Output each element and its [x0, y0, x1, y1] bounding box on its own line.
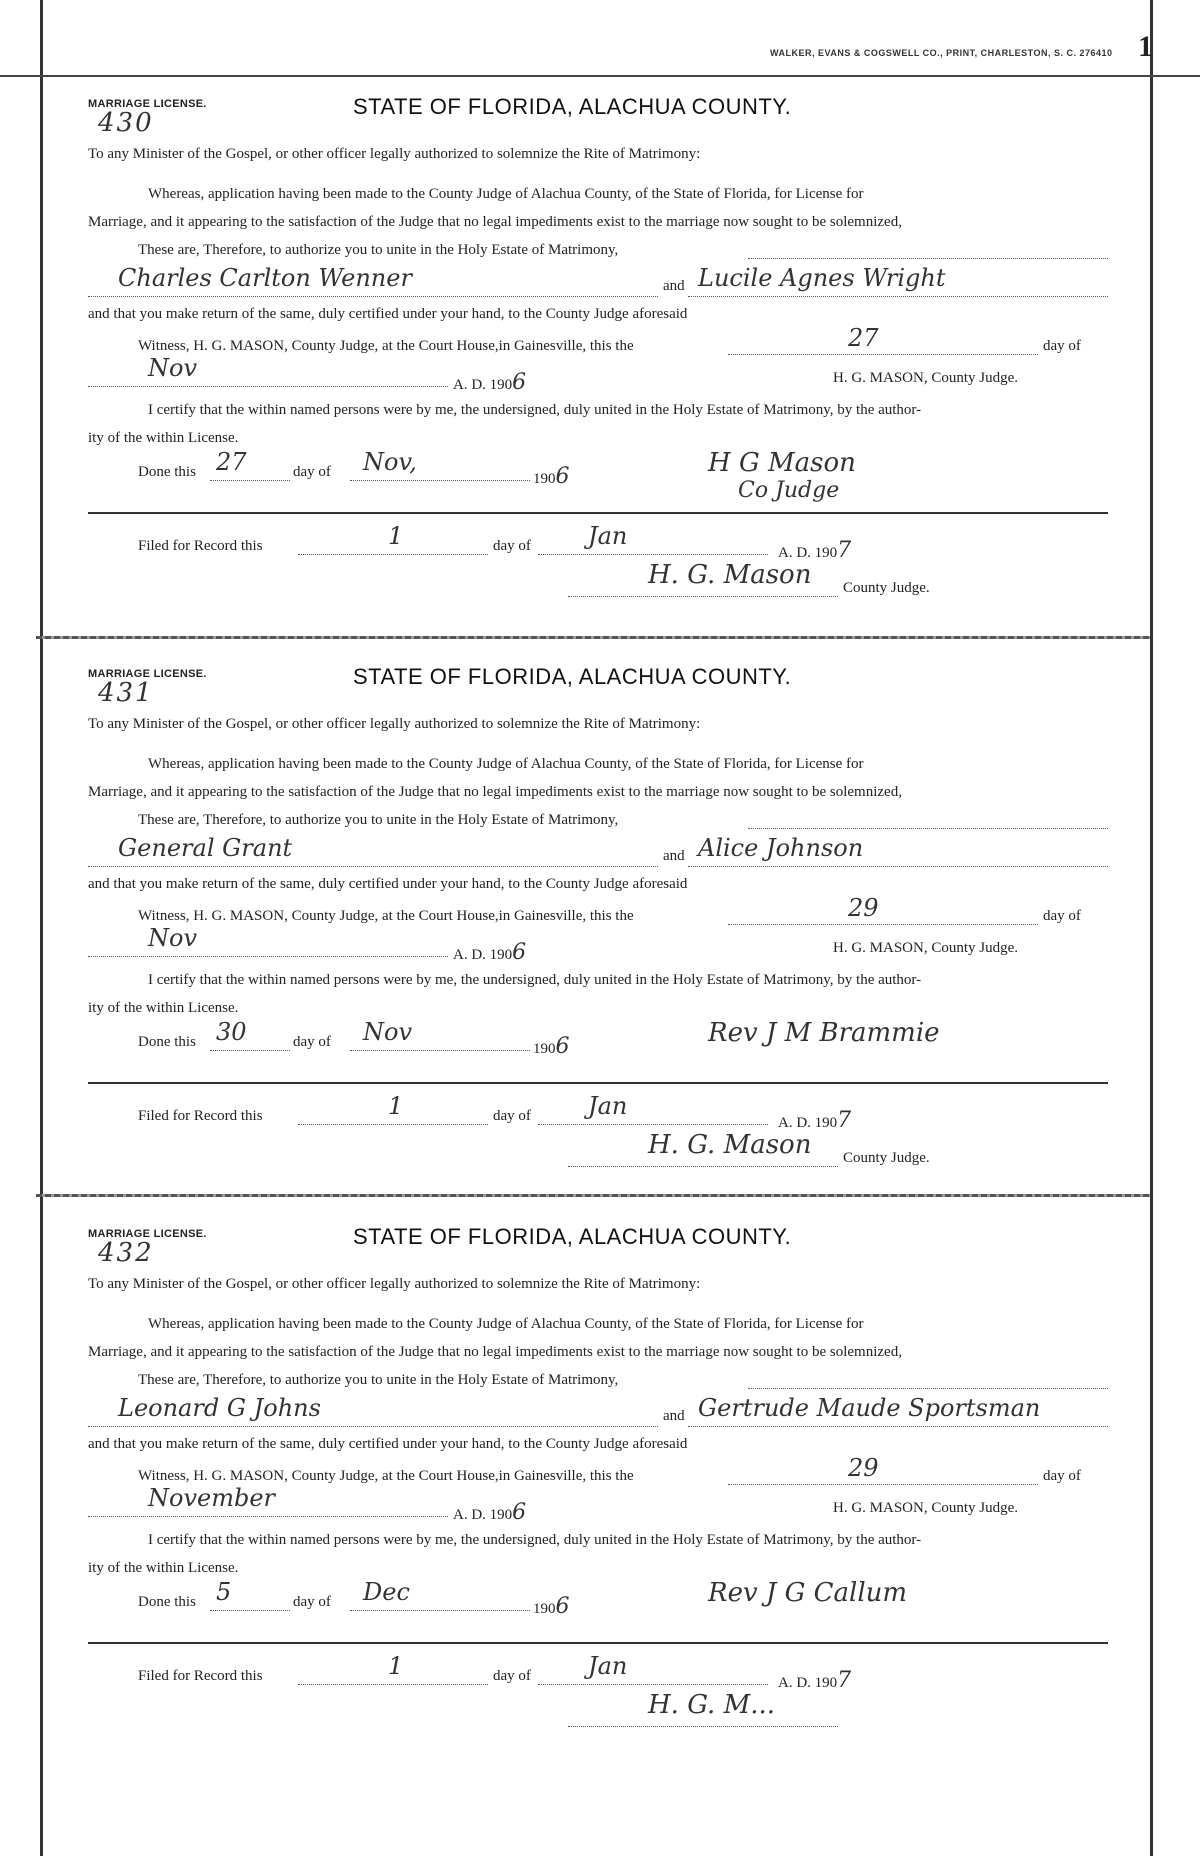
- done-year-label: 1906: [533, 1034, 570, 1059]
- judge-signature-line: H. G. MASON, County Judge.: [833, 370, 1019, 386]
- printer-imprint: WALKER, EVANS & COGSWELL CO., PRINT, CHARLESTON, S. C. 276410: [770, 48, 1113, 58]
- done-day: 27: [216, 448, 247, 476]
- witness-month: November: [148, 1484, 276, 1512]
- dotted-line: [88, 1426, 658, 1427]
- dotted-line: [568, 1726, 838, 1727]
- bride-name: Alice Johnson: [698, 834, 864, 862]
- dotted-line: [568, 1166, 838, 1167]
- dotted-line: [298, 554, 488, 555]
- dotted-line: [688, 296, 1108, 297]
- done-day-of-label: day of: [293, 1034, 331, 1050]
- filed-day-of-label: day of: [493, 1108, 531, 1124]
- filed-month: Jan: [588, 1092, 628, 1120]
- dotted-line: [748, 828, 1108, 829]
- ad-label: A. D. 1906: [453, 1500, 527, 1525]
- state-title: STATE OF FLORIDA, ALACHUA COUNTY.: [353, 1224, 792, 1249]
- certify-line-1: I certify that the within named persons were by me, the undersigned, duly united in the Holy Estate of Matrimony, by the author-: [148, 402, 922, 418]
- done-this-label: Done this: [138, 1594, 196, 1610]
- witness-month: Nov: [148, 354, 198, 382]
- dotted-line: [728, 924, 1038, 925]
- state-title: STATE OF FLORIDA, ALACHUA COUNTY.: [353, 94, 792, 119]
- judge-signature-line: H. G. MASON, County Judge.: [833, 1500, 1019, 1516]
- filed-label: Filed for Record this: [138, 1108, 263, 1124]
- done-this-label: Done this: [138, 1034, 196, 1050]
- filed-day: 1: [388, 1092, 404, 1120]
- return-line: and that you make return of the same, duly certified under your hand, to the County Judge aforesaid: [88, 306, 688, 322]
- dotted-line: [688, 866, 1108, 867]
- dotted-line: [298, 1684, 488, 1685]
- page-mark: 1: [1138, 30, 1153, 63]
- dotted-line: [88, 386, 448, 387]
- witness-month: Nov: [148, 924, 198, 952]
- witness-day: 29: [848, 894, 879, 922]
- done-month: Dec: [363, 1578, 410, 1606]
- these-are-line: These are, Therefore, to authorize you to unite in the Holy Estate of Matrimony,: [138, 242, 619, 258]
- certify-line-1: I certify that the within named persons were by me, the undersigned, duly united in the Holy Estate of Matrimony, by the author-: [148, 1532, 922, 1548]
- license-label: MARRIAGE LICENSE.: [88, 668, 207, 680]
- whereas-line-2: Marriage, and it appearing to the satisfaction of the Judge that no legal impediments exist to the marriage now sought to be solemnized,: [88, 1344, 902, 1360]
- dotted-line: [568, 596, 838, 597]
- filed-day-of-label: day of: [493, 1668, 531, 1684]
- witness-day: 27: [848, 324, 879, 352]
- license-label: MARRIAGE LICENSE.: [88, 1228, 207, 1240]
- section-rule: [88, 1642, 1108, 1644]
- dotted-line: [728, 354, 1038, 355]
- to-minister-line: To any Minister of the Gospel, or other officer legally authorized to solemnize the Rite of Matrimony:: [88, 146, 701, 162]
- section-separator: [36, 636, 1150, 639]
- return-line: and that you make return of the same, duly certified under your hand, to the County Judge aforesaid: [88, 1436, 688, 1452]
- ad-label: A. D. 1906: [453, 940, 527, 965]
- dotted-line: [748, 1388, 1108, 1389]
- dotted-line: [88, 1516, 448, 1517]
- whereas-line-1: Whereas, application having been made to the County Judge of Alachua County, of the State of Florida, for License for: [148, 1316, 864, 1332]
- done-day: 5: [216, 1578, 232, 1606]
- certify-line-2: ity of the within License.: [88, 1000, 239, 1016]
- dotted-line: [748, 258, 1108, 259]
- to-minister-line: To any Minister of the Gospel, or other officer legally authorized to solemnize the Rite of Matrimony:: [88, 716, 701, 732]
- done-year-label: 1906: [533, 1594, 570, 1619]
- groom-name: Leonard G Johns: [118, 1394, 321, 1422]
- filed-day: 1: [388, 522, 404, 550]
- witness-day: 29: [848, 1454, 879, 1482]
- filed-ad-label: A. D. 1907: [778, 1108, 852, 1133]
- marriage-license-form: [88, 94, 1108, 618]
- ad-label: A. D. 1906: [453, 370, 527, 395]
- day-of-label: day of: [1043, 1468, 1081, 1484]
- whereas-line-1: Whereas, application having been made to the County Judge of Alachua County, of the State of Florida, for License for: [148, 186, 864, 202]
- judge-signature-line: H. G. MASON, County Judge.: [833, 940, 1019, 956]
- county-judge-label: County Judge.: [843, 1150, 930, 1166]
- filed-ad-label: A. D. 1907: [778, 538, 852, 563]
- these-are-line: These are, Therefore, to authorize you to unite in the Holy Estate of Matrimony,: [138, 1372, 619, 1388]
- officiant-signature: Rev J M Brammie: [708, 1018, 940, 1048]
- filed-month: Jan: [588, 522, 628, 550]
- right-border-line: [1150, 0, 1153, 1856]
- groom-name: Charles Carlton Wenner: [118, 264, 412, 292]
- and-word: and: [663, 848, 685, 864]
- left-border-line: [40, 0, 43, 1856]
- done-day: 30: [216, 1018, 247, 1046]
- filed-day-of-label: day of: [493, 538, 531, 554]
- filed-signature: H. G. Mason: [648, 1130, 812, 1160]
- dotted-line: [88, 956, 448, 957]
- officiant-signature: H G Mason: [708, 448, 856, 478]
- dotted-line: [688, 1426, 1108, 1427]
- dotted-line: [538, 554, 768, 555]
- license-number: 431: [98, 678, 154, 708]
- bride-name: Lucile Agnes Wright: [698, 264, 946, 292]
- dotted-line: [210, 1610, 290, 1611]
- witness-line: Witness, H. G. MASON, County Judge, at the Court House,in Gainesville, this the: [138, 1468, 634, 1484]
- witness-line: Witness, H. G. MASON, County Judge, at the Court House,in Gainesville, this the: [138, 338, 634, 354]
- marriage-license-form: [88, 1224, 1108, 1748]
- top-rule: [0, 75, 1200, 77]
- marriage-license-form: [88, 664, 1108, 1188]
- filed-month: Jan: [588, 1652, 628, 1680]
- done-this-label: Done this: [138, 464, 196, 480]
- dotted-line: [538, 1684, 768, 1685]
- whereas-line-1: Whereas, application having been made to the County Judge of Alachua County, of the State of Florida, for License for: [148, 756, 864, 772]
- dotted-line: [538, 1124, 768, 1125]
- filed-label: Filed for Record this: [138, 538, 263, 554]
- filed-signature: H. G. Mason: [648, 560, 812, 590]
- county-judge-label: County Judge.: [843, 580, 930, 596]
- dotted-line: [350, 1050, 530, 1051]
- certify-line-2: ity of the within License.: [88, 430, 239, 446]
- dotted-line: [350, 480, 530, 481]
- done-year-label: 1906: [533, 464, 570, 489]
- license-number: 432: [98, 1238, 154, 1268]
- filed-signature: H. G. M...: [648, 1690, 775, 1720]
- done-day-of-label: day of: [293, 464, 331, 480]
- section-rule: [88, 512, 1108, 514]
- dotted-line: [88, 866, 658, 867]
- dotted-line: [350, 1610, 530, 1611]
- return-line: and that you make return of the same, duly certified under your hand, to the County Judge aforesaid: [88, 876, 688, 892]
- filed-ad-label: A. D. 1907: [778, 1668, 852, 1693]
- filed-day: 1: [388, 1652, 404, 1680]
- dotted-line: [88, 296, 658, 297]
- bride-name: Gertrude Maude Sportsman: [698, 1394, 1041, 1422]
- certify-line-1: I certify that the within named persons were by me, the undersigned, duly united in the Holy Estate of Matrimony, by the author-: [148, 972, 922, 988]
- filed-label: Filed for Record this: [138, 1668, 263, 1684]
- to-minister-line: To any Minister of the Gospel, or other officer legally authorized to solemnize the Rite of Matrimony:: [88, 1276, 701, 1292]
- groom-name: General Grant: [118, 834, 293, 862]
- dotted-line: [298, 1124, 488, 1125]
- whereas-line-2: Marriage, and it appearing to the satisfaction of the Judge that no legal impediments exist to the marriage now sought to be solemnized,: [88, 214, 902, 230]
- whereas-line-2: Marriage, and it appearing to the satisfaction of the Judge that no legal impediments exist to the marriage now sought to be solemnized,: [88, 784, 902, 800]
- and-word: and: [663, 1408, 685, 1424]
- section-rule: [88, 1082, 1108, 1084]
- dotted-line: [728, 1484, 1038, 1485]
- dotted-line: [210, 1050, 290, 1051]
- officiant-title: Co Judge: [738, 478, 840, 503]
- license-number: 430: [98, 108, 154, 138]
- certify-line-2: ity of the within License.: [88, 1560, 239, 1576]
- license-label: MARRIAGE LICENSE.: [88, 98, 207, 110]
- witness-line: Witness, H. G. MASON, County Judge, at the Court House,in Gainesville, this the: [138, 908, 634, 924]
- state-title: STATE OF FLORIDA, ALACHUA COUNTY.: [353, 664, 792, 689]
- section-separator: [36, 1194, 1150, 1197]
- done-day-of-label: day of: [293, 1594, 331, 1610]
- these-are-line: These are, Therefore, to authorize you to unite in the Holy Estate of Matrimony,: [138, 812, 619, 828]
- done-month: Nov: [363, 1018, 413, 1046]
- dotted-line: [210, 480, 290, 481]
- done-month: Nov,: [363, 448, 417, 476]
- day-of-label: day of: [1043, 338, 1081, 354]
- and-word: and: [663, 278, 685, 294]
- day-of-label: day of: [1043, 908, 1081, 924]
- officiant-signature: Rev J G Callum: [708, 1578, 908, 1608]
